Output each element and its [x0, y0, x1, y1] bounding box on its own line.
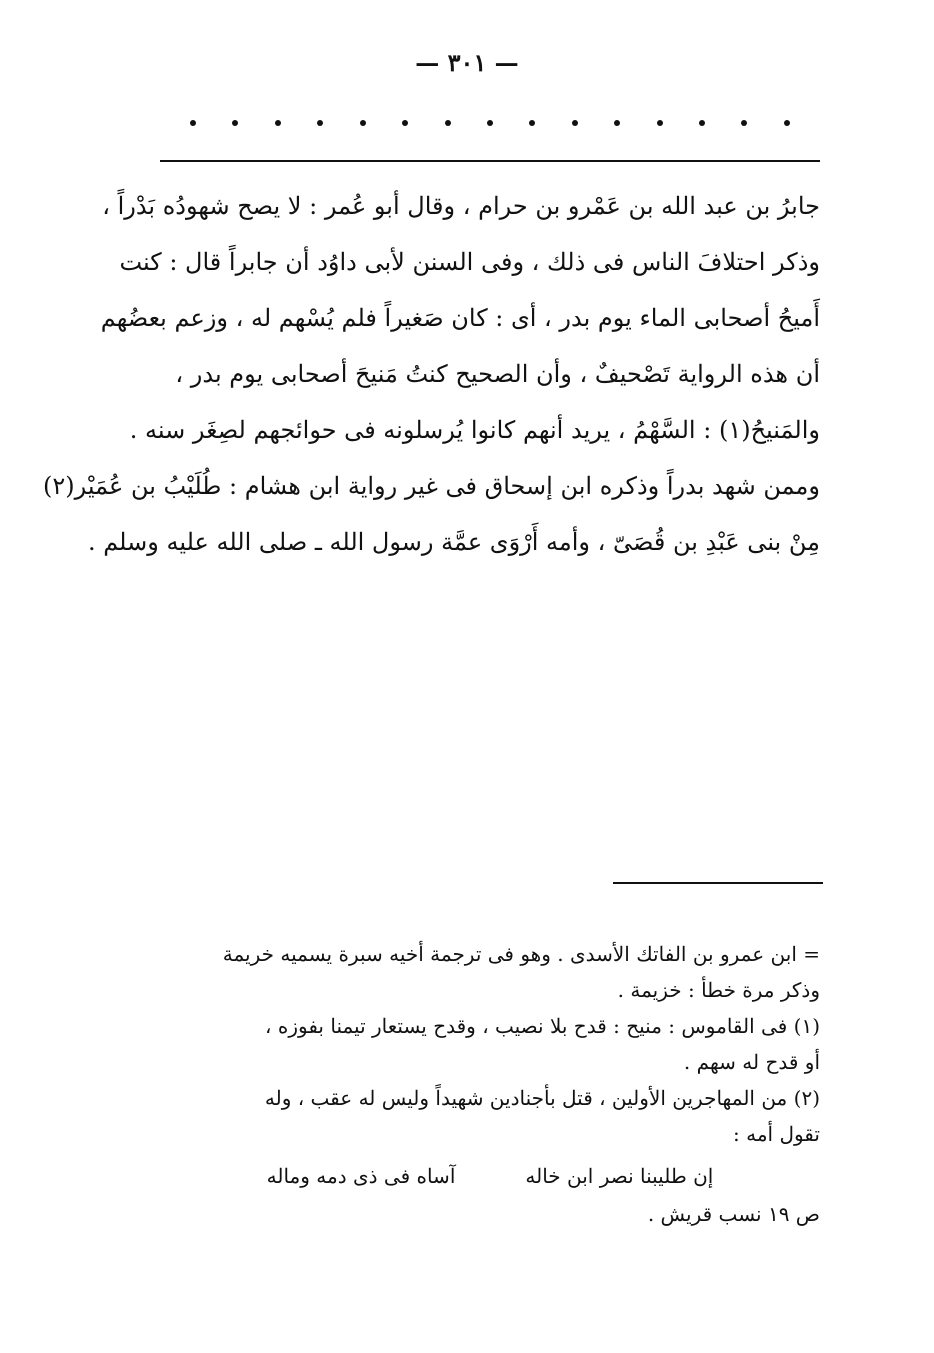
dot: [657, 120, 663, 126]
ornament-dots: [190, 120, 790, 126]
dot: [487, 120, 493, 126]
dot: [275, 120, 281, 126]
dot: [741, 120, 747, 126]
page-number: — ٣٠١ —: [415, 48, 519, 77]
dot: [190, 120, 196, 126]
footnote-continuation-line: وذكر مرة خطأ : خزيمة .: [617, 978, 820, 1002]
body-line: وذكر احتلافَ الناس فى ذلك ، وفى السنن لأبى داوُد أن جابراً قال : كنت: [119, 248, 820, 276]
footnote-continuation-line: = ابن عمرو بن الفاتك الأسدى . وهو فى ترجمة أخيه سبرة يسميه خريمة: [222, 942, 820, 966]
body-line: أن هذه الرواية تَصْحيفٌ ، وأن الصحيح كنتُ مَنيحَ أصحابى يوم بدر ،: [175, 360, 820, 388]
header-rule: [160, 160, 820, 162]
body-line: والمَنيحُ(١) : السَّهْمُ ، يريد أنهم كانوا يُرسلونه فى حوائجهم لصِغَر سنه .: [129, 416, 820, 444]
dot: [529, 120, 535, 126]
dot: [445, 120, 451, 126]
footnote-1-line: (١) فى القاموس : منيح : قدح بلا نصيب ، وقدح يستعار تيمنا بفوزه ،: [265, 1014, 820, 1038]
dot: [699, 120, 705, 126]
footnote-1-line: أو قدح له سهم .: [683, 1050, 820, 1074]
verse: [160, 1158, 820, 1194]
footnote-source: ص ١٩ نسب قريش .: [647, 1202, 820, 1226]
dot: [402, 120, 408, 126]
body-line: أَميحُ أصحابى الماء يوم بدر ، أى : كان صَغيراً فلم يُسْهم له ، وزعم بعضُهم: [100, 304, 820, 332]
verse-first-hemistich: إن طليبنا نصر ابن خاله: [525, 1164, 714, 1188]
footnote-2-line: (٢) من المهاجرين الأولين ، قتل بأجنادين شهيداً وليس له عقب ، وله: [264, 1086, 820, 1110]
dot: [317, 120, 323, 126]
body-line: وممن شهد بدراً وذكره ابن إسحاق فى غير رواية ابن هشام : طُلَيْبُ بن عُمَيْر(٢): [43, 472, 820, 500]
dot: [784, 120, 790, 126]
dot: [614, 120, 620, 126]
footnote-2-line: تقول أمه :: [733, 1122, 820, 1146]
main-body-text: [43, 178, 820, 570]
footnote-separator: [613, 882, 823, 884]
body-line: مِنْ بنى عَبْدِ بن قُصَىّ ، وأمه أَرْوَى عمَّة رسول الله ـ صلى الله عليه وسلم .: [87, 528, 820, 556]
dot: [232, 120, 238, 126]
dot: [360, 120, 366, 126]
footnotes: [160, 936, 820, 1232]
body-line: جابرُ بن عبد الله بن عَمْرو بن حرام ، وقال أبو عُمر : لا يصح شهودُه بَدْراً ،: [102, 192, 820, 220]
verse-second-hemistich: آساه فى ذى دمه وماله: [266, 1164, 456, 1188]
dot: [572, 120, 578, 126]
